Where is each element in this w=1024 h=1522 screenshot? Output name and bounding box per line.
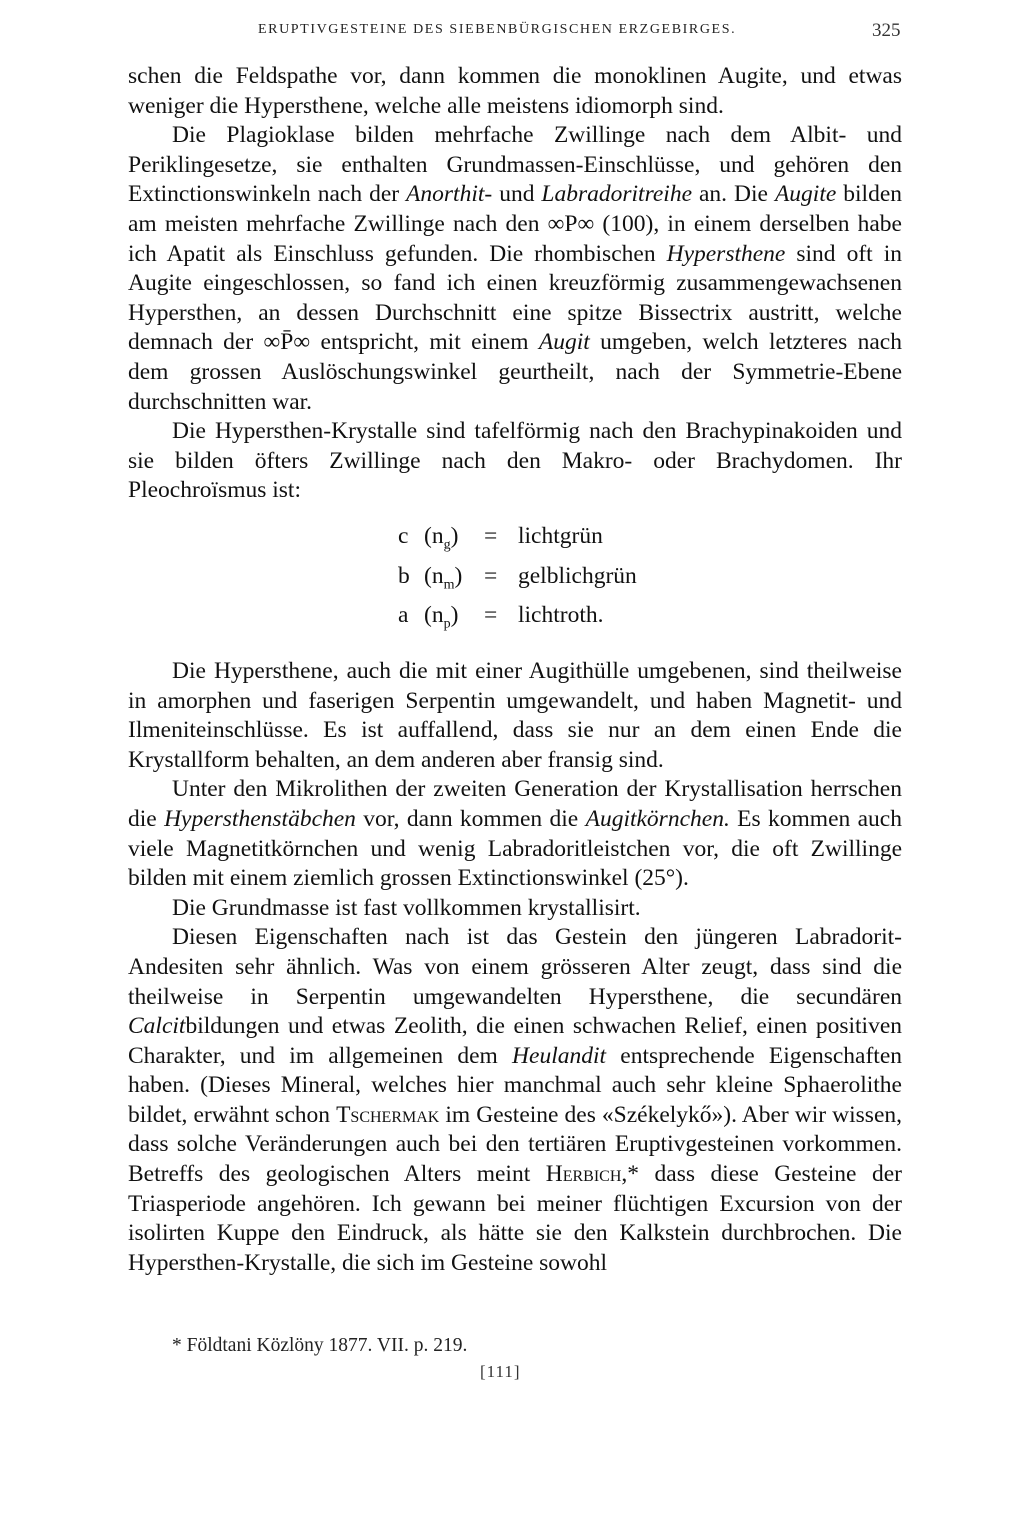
mineral-name: Augit bbox=[538, 329, 590, 356]
refractive-index: $(n_g)$ bbox=[424, 522, 459, 553]
footnote: * Földtani Közlöny 1877. VII. p. 219. bbox=[172, 1335, 468, 1356]
paragraph-5: Unter den Mikrolithen der zweiten Generation der Krystallisation herrschen die Hypersthenstäbchen vor, dann kommen die Augitkörnchen. Es kommen auch viele Magnetitkörnchen und wenig Labradoritleistchen vor, die oft Zwillinge bilden mit einem ziemlich grossen Extinctionswinkel (25°). bbox=[128, 776, 902, 892]
mineral-name: Labradoritreihe bbox=[541, 181, 693, 208]
table-row bbox=[398, 522, 637, 562]
paragraph-7: Diesen Eigenschaften nach ist das Gestein den jüngeren Labradorit-Andesiten sehr ähnlich. Was von einem grösseren Alter zeugt, dass sind die theilweise in Serpentin umgewandelten Hypersthene, die secundären Calcitbildungen und etwas Zeolith, die einen schwachen Relief, einen positiven Charakter, und im allgemeinen dem Heulandit entsprechende Eigenschaften haben. (Dieses Mineral, welches hier manchmal auch sehr kleine Sphaerolithe bildet, erwähnt schon Tschermak im Gesteine des «Székelykő»). Aber wir wissen, dass solche Veränderungen auch bei den tertiären Eruptivgesteinen vorkommen. Betreffs des geologischen Alters meint Herbich,* dass diese Gesteine der Triasperiode angehören. Ich gewann bei meiner flüchtigen Excursion von der isolirten Kuppe den Eindruck, als hätte sie den Kalkstein durchbrochen. Die Hypersthen-Krystalle, die sich im Gesteine sowohl bbox=[128, 924, 903, 1276]
table-row bbox=[398, 601, 637, 641]
paragraph-3: Die Hypersthen-Krystalle sind tafelförmig nach den Brachypinakoiden und sie bilden öfters Zwillinge nach den Makro- oder Brachydomen. Ihr Pleochroïsmus ist: bbox=[128, 418, 902, 504]
sheet-signature: [111] bbox=[480, 1362, 521, 1381]
refractive-index: $(n_p)$ bbox=[424, 602, 459, 632]
table-row bbox=[398, 562, 637, 602]
paragraph-6: Die Grundmasse ist fast vollkommen krystallisirt. bbox=[172, 894, 641, 921]
paragraph-1: schen die Feldspathe vor, dann kommen die monoklinen Augite, und etwas weniger die Hypersthene, welche alle meistens idiomorph sind. bbox=[128, 63, 902, 119]
pleochroism-table bbox=[398, 522, 637, 641]
refractive-index: $(n_m)$ bbox=[424, 562, 463, 593]
paragraph-2: Die Plagioklase bilden mehrfache Zwillinge nach dem Albit- und Periklingesetze, sie enthalten Grundmassen-Einschlüsse, und gehören den Extinctionswinkeln nach der Anorthit- und Labradoritreihe an. Die Augite bilden am meisten mehrfache Zwillinge nach den ∞P∞ (100), in einem derselben habe ich Apatit als Einschluss gefunden. Die rhombischen Hypersthene sind oft in Augite eingeschlossen, so fand ich einen kreuzförmig zusammengewachsenen Hypersthen, an dessen Durchschnitt eine spitze Bissectrix austritt, welche demnach der ∞P̄∞ entspricht, mit einem Augit umgeben, welch letzteres nach dem grossen Auslöschungswinkel geurtheilt, nach der Symmetrie-Ebene durchschnitten war. bbox=[128, 122, 902, 415]
mineral-name: Augite bbox=[774, 181, 837, 208]
axis-label: c bbox=[398, 522, 409, 549]
body-text bbox=[128, 62, 902, 1278]
page-number: 325 bbox=[872, 20, 901, 41]
equals-sign: = bbox=[484, 522, 498, 549]
mineral-name: Heulandit bbox=[512, 1042, 607, 1069]
mineral-name: Hypersthenstäbchen bbox=[164, 805, 356, 832]
equals-sign: = bbox=[484, 562, 498, 589]
mineral-name: Calcit bbox=[128, 1013, 186, 1040]
paragraph-4: Die Hypersthene, auch die mit einer Augithülle umgebenen, sind theilweise in amorphen und faserigen Serpentin umgewandelt, und haben Magnetit- und Ilmeniteinschlüsse. Es ist auffallend, dass sie nur an dem einen Ende die Krystallform behalten, an dem anderen aber fransig sind. bbox=[128, 657, 902, 773]
pleochroic-color: lichtroth. bbox=[518, 602, 604, 629]
mineral-name: Hypersthene bbox=[666, 240, 786, 267]
mineral-name: Anorthit- bbox=[406, 181, 493, 208]
running-title: ERUPTIVGESTEINE DES SIEBENBÜRGISCHEN ERZGEBIRGES. bbox=[258, 22, 737, 37]
axis-label: b bbox=[398, 562, 410, 589]
mineral-name: Augitkörnchen. bbox=[585, 805, 730, 832]
pleochroic-color: gelblichgrün bbox=[518, 562, 637, 589]
equals-sign: = bbox=[484, 602, 498, 629]
author-name: Herbich, bbox=[545, 1161, 628, 1188]
axis-label: a bbox=[398, 602, 409, 629]
author-name: Tschermak bbox=[336, 1101, 440, 1128]
pleochroic-color: lichtgrün bbox=[518, 522, 603, 549]
